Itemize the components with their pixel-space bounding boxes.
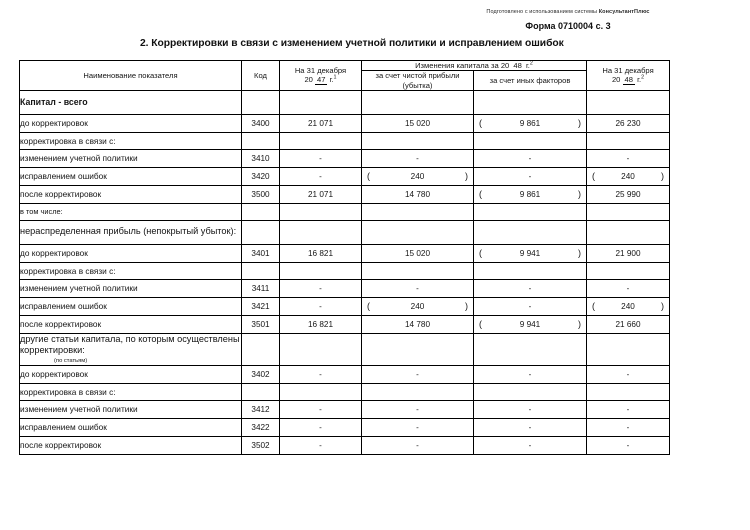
col-header-date-cur-year [612, 75, 644, 84]
cell-other-factors [474, 315, 587, 333]
cell-date-cur [587, 279, 670, 297]
cell-date-prev [280, 315, 362, 333]
cell-other-factors [474, 114, 587, 132]
cell-value: 14 780 [404, 189, 431, 199]
footnote-marker: 2 [529, 60, 533, 67]
cell-value: - [319, 153, 322, 163]
cell-value: - [319, 404, 322, 414]
cell-other-factors [474, 220, 587, 244]
cell-date-cur [587, 244, 670, 262]
row-label-text: до корректировок [20, 369, 88, 380]
table-row [20, 167, 670, 185]
cell-value: 9 861 [519, 189, 541, 199]
page-title: 2. Корректировки в связи с изменением учетной политики и исправлением ошибок [140, 38, 564, 49]
row-code: 3500 [242, 185, 280, 203]
cell-value: - [528, 283, 532, 293]
row-code: 3400 [242, 114, 280, 132]
cell-date-cur [587, 333, 670, 365]
cell-net-profit [362, 149, 474, 167]
row-code: 3502 [242, 436, 280, 454]
col-header-date-prev [280, 61, 362, 91]
paren-close: ) [465, 301, 468, 312]
table-head [20, 61, 670, 91]
cell-date-prev [280, 279, 362, 297]
cell-value: - [319, 440, 322, 450]
row-label [20, 279, 242, 297]
cell-value: - [626, 422, 630, 432]
row-code [242, 262, 280, 279]
cell-other-factors [474, 132, 587, 149]
cell-value: - [416, 440, 419, 450]
cell-other-factors [474, 90, 587, 114]
cell-value: - [416, 369, 419, 379]
paren-open: ( [592, 301, 596, 312]
cell-value: 25 990 [615, 189, 641, 199]
cell-value: - [319, 422, 322, 432]
table-row [20, 90, 670, 114]
cell-date-prev [280, 167, 362, 185]
cell-date-prev [280, 418, 362, 436]
table-row [20, 262, 670, 279]
table-row [20, 436, 670, 454]
cell-net-profit [362, 333, 474, 365]
row-code [242, 203, 280, 220]
cell-value: - [319, 171, 322, 181]
row-label [20, 114, 242, 132]
cell-date-prev [280, 262, 362, 279]
row-label-text: после корректировок [20, 440, 102, 451]
cell-date-prev [280, 203, 362, 220]
cell-date-cur [587, 167, 670, 185]
row-code: 3421 [242, 297, 280, 315]
row-subsection-title [20, 333, 242, 365]
cell-value: - [528, 171, 532, 181]
form-number: Форма 0710004 с. 3 [525, 21, 611, 32]
cell-value: - [528, 369, 532, 379]
cell-value: - [319, 301, 322, 311]
cell-date-cur [587, 132, 670, 149]
table-row [20, 149, 670, 167]
row-label-text: после корректировок [20, 189, 102, 200]
table-row [20, 185, 670, 203]
row-label-text: после корректировок [20, 319, 102, 330]
cell-date-prev [280, 400, 362, 418]
cell-other-factors [474, 297, 587, 315]
cell-date-cur [587, 114, 670, 132]
table-row [20, 114, 670, 132]
paren-open: ( [479, 319, 482, 330]
table-row [20, 365, 670, 383]
cell-other-factors [474, 436, 587, 454]
cell-net-profit [362, 185, 474, 203]
cell-date-prev [280, 90, 362, 114]
paren-close: ) [578, 118, 582, 129]
col-header-date-cur [587, 61, 670, 91]
cell-date-prev [280, 383, 362, 400]
table-row [20, 297, 670, 315]
paren-close: ) [578, 248, 582, 259]
table-row [20, 132, 670, 149]
row-label-text: Капитал - всего [20, 96, 88, 107]
cell-net-profit [362, 297, 474, 315]
document-meta [398, 9, 738, 31]
cell-value: - [528, 422, 532, 432]
cell-net-profit [362, 244, 474, 262]
cell-date-cur [587, 436, 670, 454]
cell-value: 15 020 [404, 118, 431, 128]
cell-value: 21 660 [615, 319, 641, 329]
prepared-with-text: Подготовлено с использованием системы [486, 9, 599, 15]
col-header-net-profit: за счет чистой прибыли (убытка) [362, 71, 474, 90]
table-row [20, 279, 670, 297]
paren-open: ( [592, 171, 596, 182]
table-body [20, 90, 670, 454]
cell-date-prev [280, 114, 362, 132]
row-code: 3411 [242, 279, 280, 297]
table-row [20, 244, 670, 262]
row-code: 3401 [242, 244, 280, 262]
cell-value: 240 [621, 171, 635, 181]
cell-net-profit [362, 167, 474, 185]
row-label-text: исправлением ошибок [20, 301, 107, 312]
cell-value: 9 941 [519, 248, 541, 258]
col-header-date-prev-year [304, 75, 336, 84]
cell-date-prev [280, 132, 362, 149]
paren-close: ) [465, 171, 468, 182]
row-label [20, 262, 242, 279]
cell-value: - [528, 440, 532, 450]
year-prefix: 20 [304, 75, 313, 85]
cell-date-prev [280, 244, 362, 262]
row-label-text: корректировка в связи с: [20, 265, 116, 276]
cell-value: - [319, 369, 322, 379]
cell-net-profit [362, 279, 474, 297]
paren-close: ) [578, 319, 582, 330]
row-label [20, 418, 242, 436]
row-code: 3402 [242, 365, 280, 383]
table-header-row-1 [20, 61, 670, 71]
cell-date-prev [280, 149, 362, 167]
cell-net-profit [362, 365, 474, 383]
cell-date-cur [587, 315, 670, 333]
cell-other-factors [474, 244, 587, 262]
row-code [242, 220, 280, 244]
consultant-plus-brand: КонсультантПлюс [598, 9, 650, 15]
table-row [20, 333, 670, 365]
cell-other-factors [474, 262, 587, 279]
adjustments-table-wrap [19, 60, 669, 455]
row-label [20, 185, 242, 203]
paren-close: ) [578, 189, 582, 200]
row-label [20, 167, 242, 185]
row-label-text: корректировка в связи с: [20, 386, 116, 397]
row-label [20, 132, 242, 149]
cell-net-profit [362, 114, 474, 132]
cell-other-factors [474, 149, 587, 167]
row-label [20, 365, 242, 383]
cell-value: - [528, 404, 532, 414]
cell-other-factors [474, 203, 587, 220]
changes-group-year: 48 [513, 61, 522, 70]
row-label-text: другие статьи капитала, по которым осуществлены корректировки: [20, 333, 240, 356]
col-header-date-cur-line1: На 31 декабря [602, 65, 654, 75]
paren-open: ( [479, 189, 482, 200]
cell-value: - [626, 283, 630, 293]
row-label-text: до корректировок [20, 248, 88, 259]
row-label [20, 149, 242, 167]
cell-other-factors [474, 333, 587, 365]
prepared-with-note [398, 9, 738, 15]
row-label-text: исправлением ошибок [20, 171, 107, 182]
table-row [20, 315, 670, 333]
cell-date-cur [587, 418, 670, 436]
cell-date-prev [280, 297, 362, 315]
cell-net-profit [362, 132, 474, 149]
paren-close: ) [661, 171, 665, 182]
row-label [20, 400, 242, 418]
cell-other-factors [474, 167, 587, 185]
changes-group-label: Изменения капитала за 20 [415, 61, 510, 70]
row-code [242, 132, 280, 149]
cell-date-cur [587, 365, 670, 383]
cell-other-factors [474, 279, 587, 297]
year-suffix: г. [637, 75, 642, 85]
cell-date-prev [280, 185, 362, 203]
cell-other-factors [474, 400, 587, 418]
cell-value: 240 [621, 301, 635, 311]
cell-net-profit [362, 418, 474, 436]
year-prefix: 20 [611, 75, 621, 85]
row-label-text: изменением учетной политики [20, 404, 138, 415]
row-section-title [20, 90, 242, 114]
cell-date-cur [587, 90, 670, 114]
cell-value: - [626, 153, 630, 163]
row-label [20, 244, 242, 262]
cell-other-factors [474, 418, 587, 436]
cell-other-factors [474, 383, 587, 400]
col-header-changes-group [362, 61, 587, 71]
cell-net-profit [362, 315, 474, 333]
row-code: 3412 [242, 400, 280, 418]
table-row [20, 418, 670, 436]
paren-close: ) [661, 301, 665, 312]
paren-open: ( [367, 171, 370, 182]
row-label-text: нераспределенная прибыль (непокрытый убыток): [20, 226, 237, 237]
year-value: 48 [624, 75, 633, 85]
year-suffix: г. [329, 75, 334, 85]
changes-group-suffix: г. [525, 61, 530, 70]
cell-other-factors [474, 365, 587, 383]
cell-value: 21 900 [615, 248, 641, 258]
row-label-text: изменением учетной политики [20, 153, 138, 164]
cell-value: - [416, 283, 419, 293]
cell-date-cur [587, 185, 670, 203]
cell-net-profit [362, 203, 474, 220]
cell-net-profit [362, 262, 474, 279]
cell-date-cur [587, 262, 670, 279]
row-code [242, 383, 280, 400]
cell-value: - [416, 153, 419, 163]
row-label [20, 315, 242, 333]
cell-date-cur [587, 203, 670, 220]
cell-value: 9 861 [519, 118, 541, 128]
cell-value: 21 071 [307, 118, 334, 128]
cell-date-cur [587, 383, 670, 400]
paren-open: ( [479, 248, 482, 259]
year-value: 47 [317, 75, 326, 85]
paren-open: ( [479, 118, 482, 129]
cell-value: 9 941 [519, 319, 541, 329]
row-label [20, 436, 242, 454]
col-header-code: Код [242, 61, 280, 91]
row-note-label [20, 203, 242, 220]
cell-value: 15 020 [404, 248, 431, 258]
cell-value: - [626, 369, 630, 379]
row-label-text: исправлением ошибок [20, 422, 107, 433]
paren-open: ( [367, 301, 370, 312]
adjustments-table [19, 60, 670, 455]
cell-date-prev [280, 220, 362, 244]
col-header-other-factors: за счет иных факторов [474, 71, 587, 90]
row-label-text: в том числе: [20, 207, 63, 217]
row-code: 3420 [242, 167, 280, 185]
row-label-text: до корректировок [20, 118, 88, 129]
cell-value: - [319, 283, 322, 293]
table-row [20, 400, 670, 418]
cell-net-profit [362, 220, 474, 244]
cell-date-prev [280, 365, 362, 383]
row-sub-note: (по статьям) [54, 357, 88, 364]
cell-net-profit [362, 436, 474, 454]
cell-value: - [416, 422, 419, 432]
col-header-name: Наименование показателя [20, 61, 242, 91]
footnote-marker: 2 [641, 74, 645, 81]
row-label-text: корректировка в связи с: [20, 135, 116, 146]
cell-date-prev [280, 333, 362, 365]
cell-value: - [626, 440, 630, 450]
cell-value: - [528, 153, 532, 163]
row-code [242, 333, 280, 365]
cell-net-profit [362, 383, 474, 400]
cell-date-prev [280, 436, 362, 454]
row-label [20, 297, 242, 315]
cell-value: 240 [410, 301, 425, 311]
row-code [242, 90, 280, 114]
cell-value: 16 821 [307, 248, 334, 258]
cell-value: 26 230 [615, 118, 641, 128]
row-code: 3501 [242, 315, 280, 333]
col-header-date-prev-line1: На 31 декабря [294, 65, 347, 75]
table-row [20, 383, 670, 400]
row-code: 3410 [242, 149, 280, 167]
cell-date-cur [587, 149, 670, 167]
cell-date-cur [587, 220, 670, 244]
cell-net-profit [362, 400, 474, 418]
cell-value: 240 [410, 171, 425, 181]
cell-value: 16 821 [307, 319, 334, 329]
cell-net-profit [362, 90, 474, 114]
cell-value: - [626, 404, 630, 414]
cell-value: - [416, 404, 419, 414]
cell-date-cur [587, 297, 670, 315]
footnote-marker: 1 [333, 74, 337, 81]
cell-value: 14 780 [404, 319, 431, 329]
cell-date-cur [587, 400, 670, 418]
row-label-text: изменением учетной политики [20, 283, 138, 294]
cell-value: 21 071 [307, 189, 334, 199]
cell-value: - [528, 301, 532, 311]
cell-other-factors [474, 185, 587, 203]
row-label [20, 383, 242, 400]
table-row [20, 203, 670, 220]
row-code: 3422 [242, 418, 280, 436]
row-subsection-title [20, 220, 242, 244]
table-row [20, 220, 670, 244]
